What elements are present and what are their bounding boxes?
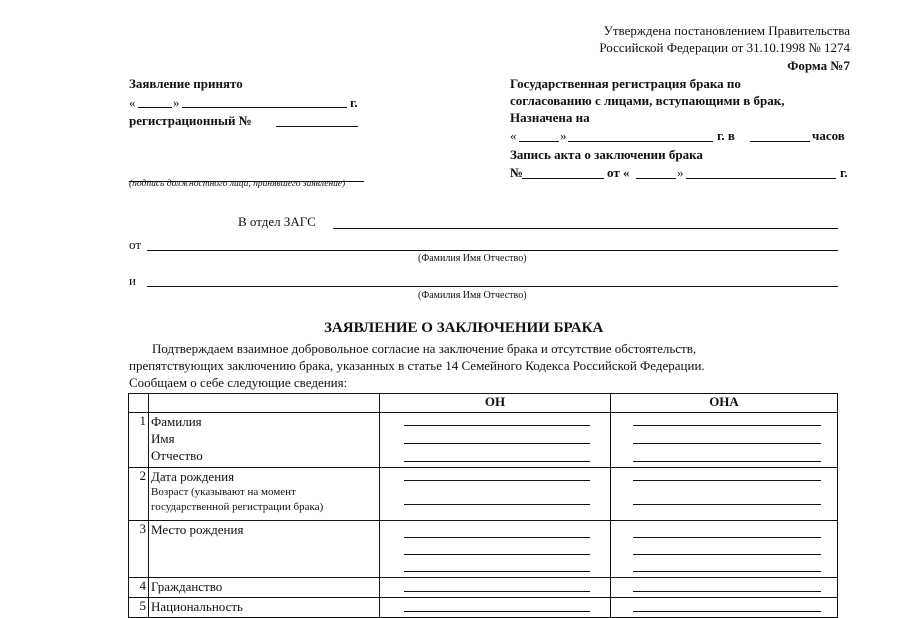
record-number-field[interactable] bbox=[522, 178, 604, 179]
column-he: ОН bbox=[380, 394, 611, 413]
row-label-citizenship: Гражданство bbox=[151, 579, 223, 594]
table-row bbox=[129, 521, 838, 578]
year-suffix: г. bbox=[350, 95, 358, 110]
approval-note-line2: Российской Федерации от 31.10.1998 № 1274 bbox=[599, 40, 850, 55]
right-title-line2: согласованию с лицами, вступающими в брак, bbox=[510, 93, 785, 108]
sched-day-field[interactable] bbox=[519, 141, 559, 142]
row-number: 1 bbox=[129, 413, 149, 468]
record-no-label: № bbox=[510, 165, 524, 180]
row-label-age-note: государственной регистрации брака) bbox=[151, 501, 324, 513]
she-nationality-field[interactable] bbox=[633, 611, 821, 612]
row-label-birthdate: Дата рождения bbox=[151, 469, 235, 484]
she-citizenship-field[interactable] bbox=[633, 591, 821, 592]
signature-caption: (подпись должностного лица, принявшего заявление) bbox=[129, 179, 346, 189]
date-quote-open: « bbox=[129, 95, 136, 110]
fio-caption-1: (Фамилия Имя Отчество) bbox=[418, 253, 527, 264]
she-age-field[interactable] bbox=[633, 504, 821, 505]
right-title-line1: Государственная регистрация брака по bbox=[510, 76, 741, 91]
form-number: Форма №7 bbox=[787, 58, 850, 73]
she-patronymic-field[interactable] bbox=[633, 461, 821, 462]
statement-title: ЗАЯВЛЕНИЕ О ЗАКЛЮЧЕНИИ БРАКА bbox=[324, 320, 604, 336]
column-she: ОНА bbox=[611, 394, 838, 413]
reg-number-label: регистрационный № bbox=[129, 113, 252, 128]
table-row bbox=[129, 468, 838, 521]
table-row bbox=[129, 598, 838, 618]
applicants-table bbox=[128, 393, 838, 618]
row-label-name: Имя bbox=[151, 431, 175, 446]
statement-para-line1: Подтверждаем взаимное добровольное согласие на заключение брака и отсутствие обстоятельств, bbox=[152, 341, 697, 356]
he-birthdate-field[interactable] bbox=[404, 480, 590, 481]
applicant2-name-field[interactable] bbox=[147, 286, 838, 287]
he-birthplace-field-3[interactable] bbox=[404, 571, 590, 572]
sched-hour-field[interactable] bbox=[750, 141, 810, 142]
approval-note-line1: Утверждена постановлением Правительства bbox=[603, 23, 850, 38]
row-number: 4 bbox=[129, 578, 149, 598]
accepted-day-field[interactable] bbox=[138, 107, 172, 108]
record-label: Запись акта о заключении брака bbox=[510, 147, 703, 162]
she-birthdate-field[interactable] bbox=[633, 480, 821, 481]
record-from-label: от « bbox=[607, 165, 630, 180]
row-label-surname: Фамилия bbox=[151, 414, 202, 429]
sched-month-field[interactable] bbox=[568, 141, 713, 142]
sched-year-at-label: г. в bbox=[717, 128, 735, 143]
record-year-suffix: г. bbox=[840, 165, 848, 180]
he-name-field[interactable] bbox=[404, 443, 590, 444]
she-birthplace-field-1[interactable] bbox=[633, 537, 821, 538]
statement-para-line3: Сообщаем о себе следующие сведения: bbox=[129, 375, 348, 390]
he-patronymic-field[interactable] bbox=[404, 461, 590, 462]
application-accepted-label: Заявление принято bbox=[129, 76, 243, 91]
record-month-field[interactable] bbox=[686, 178, 836, 179]
sched-quote-close: » bbox=[560, 128, 567, 143]
fio-caption-2: (Фамилия Имя Отчество) bbox=[418, 290, 527, 301]
row-label-age: Возраст (указывают на момент bbox=[151, 486, 296, 498]
to-zags-label: В отдел ЗАГС bbox=[238, 214, 316, 229]
row-label-birthplace: Место рождения bbox=[151, 522, 244, 537]
table-row bbox=[129, 413, 838, 468]
row-label-nationality: Национальность bbox=[151, 599, 243, 614]
row-number: 2 bbox=[129, 468, 149, 521]
statement-para-line2: препятствующих заключению брака, указанных в статье 14 Семейного Кодекса Российской Федерации. bbox=[129, 358, 705, 373]
table-header-row bbox=[129, 394, 838, 413]
row-label-patronymic: Отчество bbox=[151, 448, 203, 463]
table-row bbox=[129, 578, 838, 598]
date-quote-close: » bbox=[173, 95, 180, 110]
she-birthplace-field-2[interactable] bbox=[633, 554, 821, 555]
and-label: и bbox=[129, 273, 136, 288]
sched-quote-open: « bbox=[510, 128, 517, 143]
row-number: 5 bbox=[129, 598, 149, 618]
he-birthplace-field-2[interactable] bbox=[404, 554, 590, 555]
she-name-field[interactable] bbox=[633, 443, 821, 444]
from-label: от bbox=[129, 237, 142, 252]
record-day-field[interactable] bbox=[636, 178, 676, 179]
scheduled-label: Назначена на bbox=[510, 110, 590, 125]
row-number: 3 bbox=[129, 521, 149, 578]
he-nationality-field[interactable] bbox=[404, 611, 590, 612]
applicant1-name-field[interactable] bbox=[147, 250, 838, 251]
accepted-month-field[interactable] bbox=[182, 107, 347, 108]
record-quote-close: » bbox=[677, 165, 684, 180]
he-age-field[interactable] bbox=[404, 504, 590, 505]
reg-number-field[interactable] bbox=[276, 126, 358, 127]
he-surname-field[interactable] bbox=[404, 425, 590, 426]
she-birthplace-field-3[interactable] bbox=[633, 571, 821, 572]
zags-office-field[interactable] bbox=[333, 228, 838, 229]
he-birthplace-field-1[interactable] bbox=[404, 537, 590, 538]
hours-label: часов bbox=[812, 128, 845, 143]
he-citizenship-field[interactable] bbox=[404, 591, 590, 592]
she-surname-field[interactable] bbox=[633, 425, 821, 426]
